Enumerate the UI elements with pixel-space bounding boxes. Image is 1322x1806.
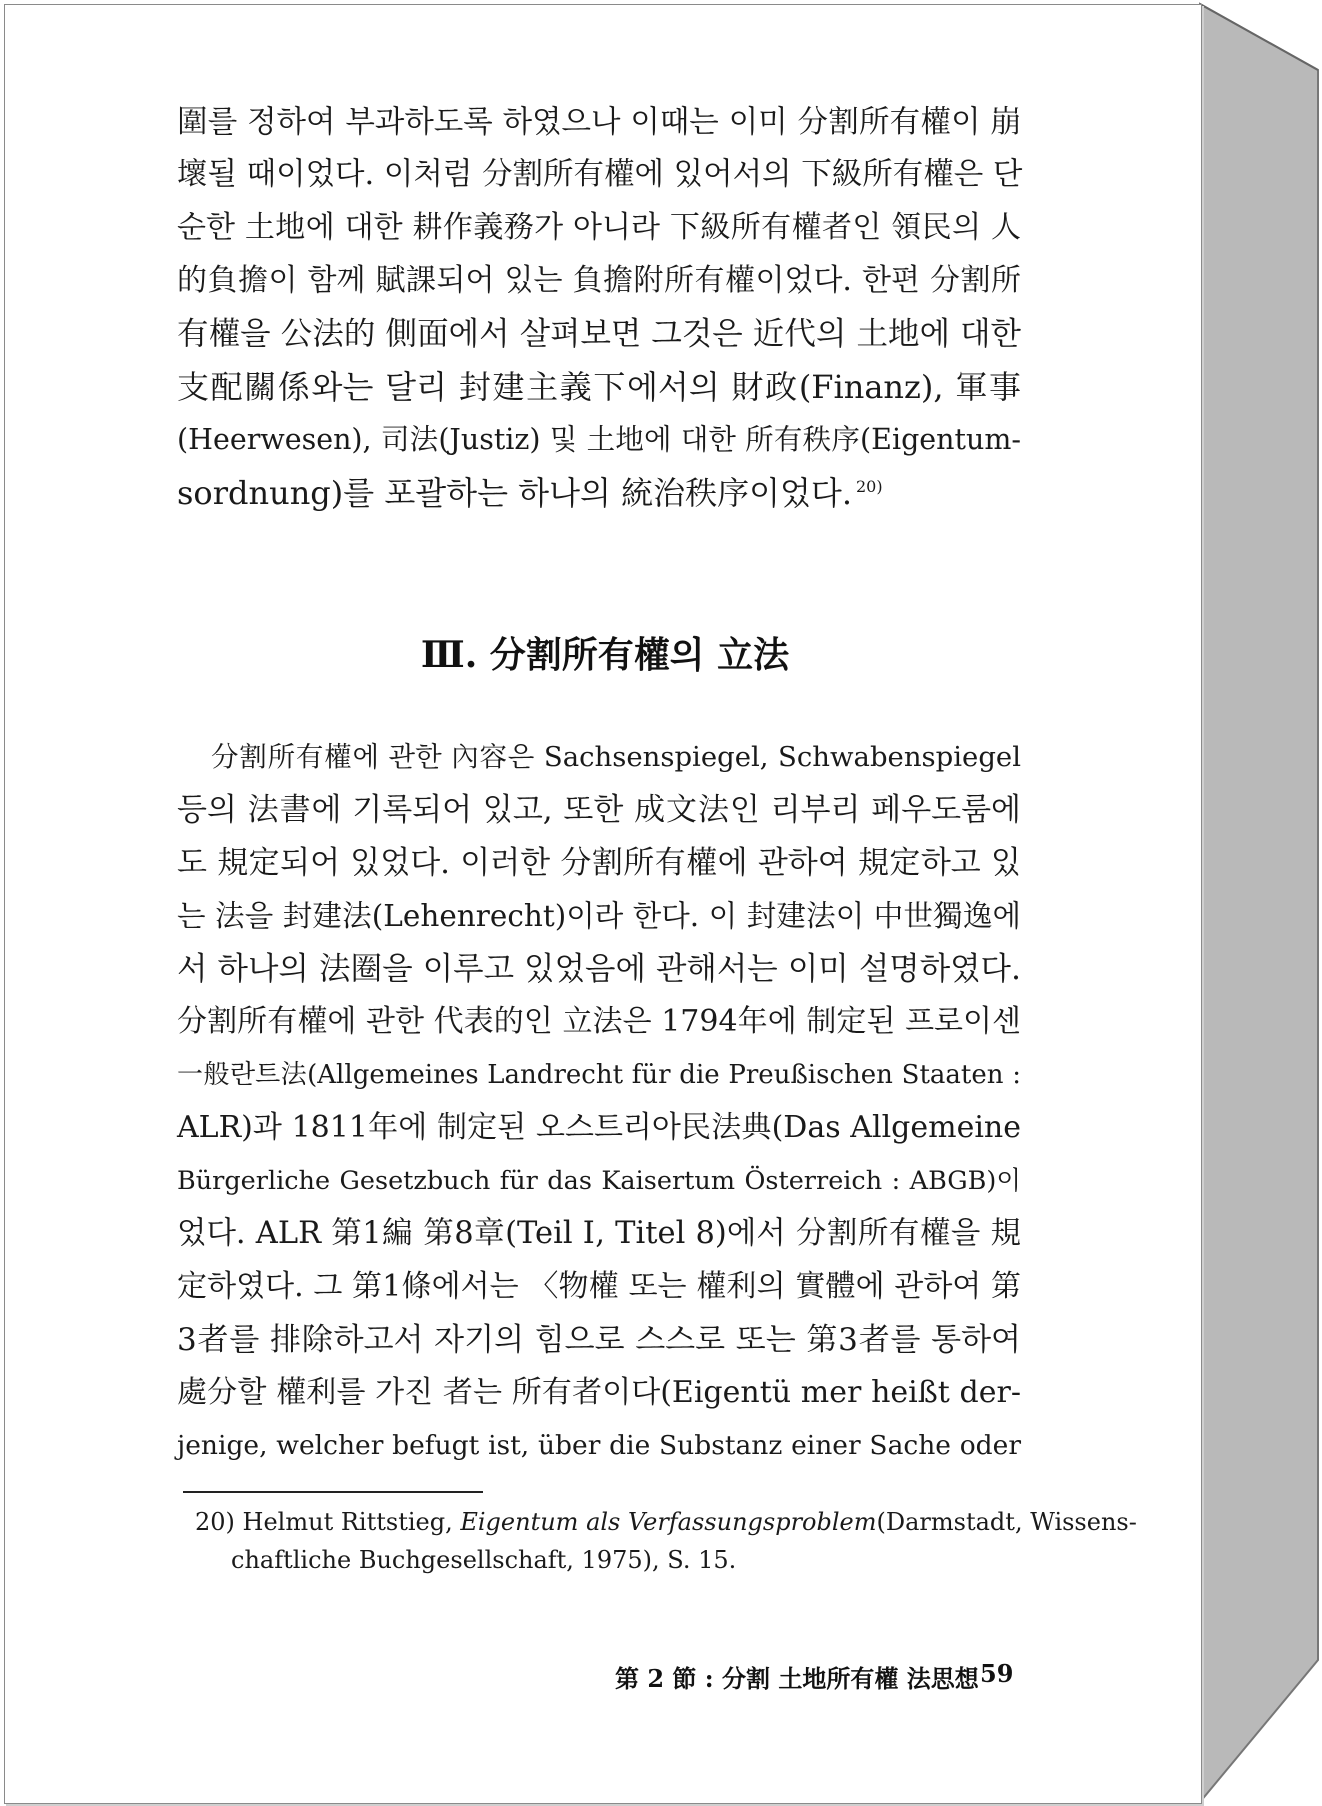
footnote-publisher: (Darmstadt, Wissens- [876, 1508, 1137, 1536]
footnote-author: Helmut Rittstieg, [242, 1508, 453, 1536]
footnote-number: 20) [195, 1508, 235, 1536]
body-line: 3者를 排除하고서 자기의 힘으로 스스로 또는 第3者를 통하여 [177, 1322, 1021, 1358]
body-line: 圍를 정하여 부과하도록 하였으나 이때는 이미 分割所有權이 崩 [177, 105, 1021, 140]
body-line: (Heerwesen), 司法(Justiz) 및 土地에 대한 所有秩序(Eigentum- [177, 423, 1021, 456]
body-line: ALR)과 1811年에 制定된 오스트리아民法典(Das Allgemeine [177, 1110, 1021, 1145]
body-line: Bürgerliche Gesetzbuch für das Kaisertum Österreich : ABGB)이 [177, 1166, 1021, 1196]
footnote-title: Eigentum als Verfassungsproblem [460, 1508, 877, 1536]
body-line: 壞될 때이었다. 이처럼 分割所有權에 있어서의 下級所有權은 단 [177, 157, 1023, 192]
body-line: 定하였다. 그 第1條에서는 〈物權 또는 權利의 實體에 관하여 第 [177, 1269, 1021, 1304]
body-line: 一般란트法(Allgemeines Landrecht für die Preußischen Staaten : [177, 1060, 1021, 1090]
body-line: 的負擔이 함께 賦課되어 있는 負擔附所有權이었다. 한편 分割所 [177, 263, 1021, 298]
body-line: 도 規定되어 있었다. 이러한 分割所有權에 관하여 規定하고 있 [177, 845, 1021, 881]
footnote-line-2: chaftliche Buchgesellschaft, 1975), S. 15. [231, 1546, 737, 1574]
body-line: 分割所有權에 관한 代表的인 立法은 1794年에 制定된 프로이센 [177, 1004, 1022, 1039]
running-head: 第 2 節 : 分割 土地所有權 法思想 [615, 1664, 979, 1693]
section-heading: Ⅲ. 分割所有權의 立法 [420, 634, 790, 676]
body-line-text: sordnung)를 포괄하는 하나의 統治秩序이었다. [177, 474, 852, 512]
body-line: 순한 土地에 대한 耕作義務가 아니라 下級所有權者인 領民의 人 [177, 210, 1021, 245]
footnote-line-1 [195, 1507, 1137, 1537]
body-line-last [177, 473, 1021, 513]
footnote-reference: 20) [856, 477, 883, 497]
body-line: 었다. ALR 第1編 第8章(Teil Ⅰ, Titel 8)에서 分割所有權을 規 [177, 1216, 1021, 1251]
page-sheet [4, 4, 1202, 1804]
body-line: 는 法을 封建法(Lehenrecht)이라 한다. 이 封建法이 中世獨逸에 [177, 899, 1021, 933]
body-line: 有權을 公法的 側面에서 살펴보면 그것은 近代의 土地에 대한 [177, 316, 1021, 352]
body-line: 處分할 權利를 가진 者는 所有者이다(Eigentü mer heißt der- [177, 1375, 1021, 1410]
body-line: 서 하나의 法圈을 이루고 있었음에 관해서는 이미 설명하였다. [177, 951, 1021, 987]
body-line: 支配關係와는 달리 封建主義下에서의 財政(Finanz), 軍事 [177, 368, 1021, 406]
body-line: jenige, welcher befugt ist, über die Substanz einer Sache oder [177, 1430, 1021, 1461]
footnote-rule [183, 1491, 483, 1493]
body-line: 등의 法書에 기록되어 있고, 또한 成文法인 리부리 페우도룸에 [177, 792, 1021, 828]
page-number: 59 [980, 1659, 1014, 1688]
body-line: 分割所有權에 관한 內容은 Sachsenspiegel, Schwabenspiegel [211, 741, 1021, 773]
